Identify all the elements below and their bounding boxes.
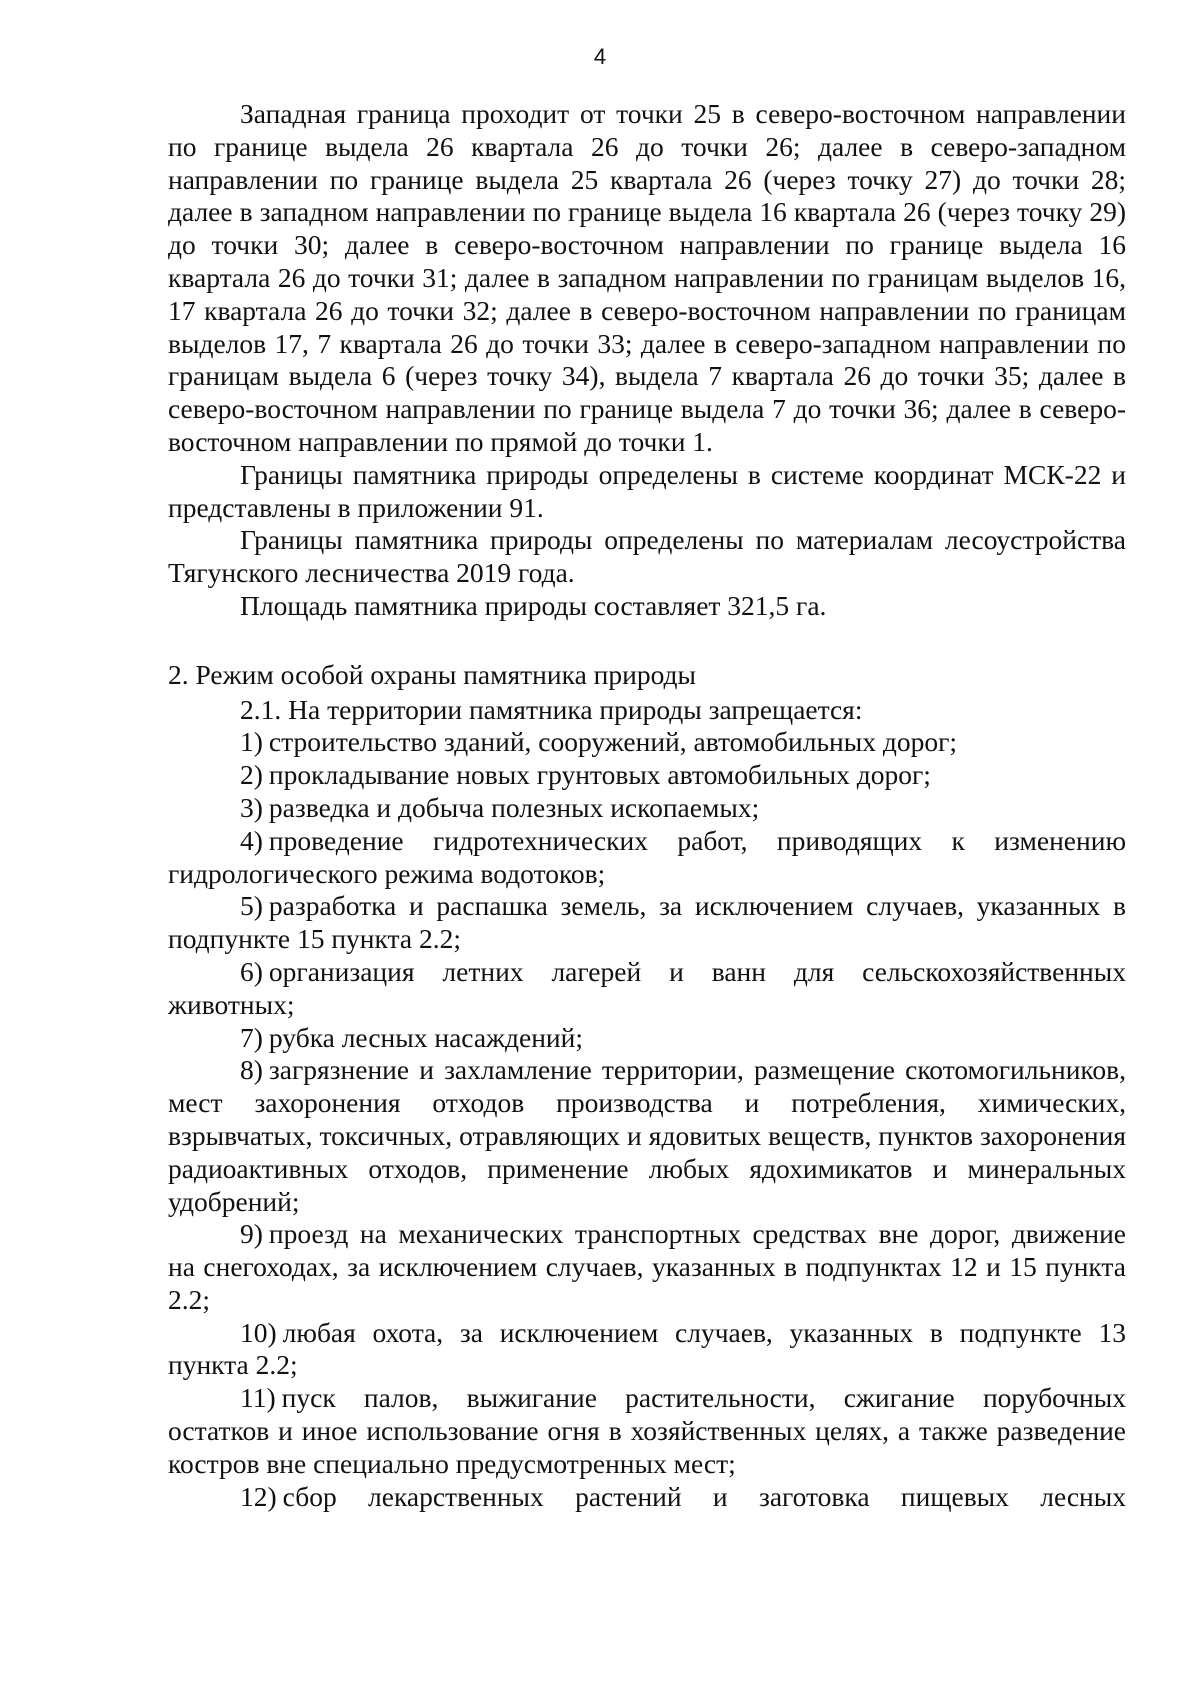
list-item-text: загрязнение и захламление территории, размещение скотомогильников, мест захоронения отходов производства и потребления, химических, взрывчатых, токсичных, отравляющих и ядовитых веществ, пунктов захоронения радиоактивных отходов, применение любых ядохимикатов и минеральных удобрений; [168, 1054, 1126, 1217]
list-item-number: 1) [240, 726, 263, 758]
list-item-text: организация летних лагерей и ванн для сельскохозяйственных животных; [168, 955, 1126, 1020]
list-item-text: разведка и добыча полезных ископаемых; [268, 791, 760, 823]
list-item-number: 4) [240, 824, 263, 856]
list-item-number: 10) [240, 1316, 277, 1348]
list-item [168, 1054, 1126, 1218]
list-item-number: 8) [240, 1054, 263, 1086]
paragraph-western-boundary: Западная граница проходит от точки 25 в северо-восточном направлении по границе выдела 26 квартала 26 до точки 26; далее в северо-западном направлении по границе выдела 25 квартала 26 (через точку 27) до точки 28; далее в западном направлении по границе выдела 16 квартала 26 (через точку 29) до точки 30; далее в северо-восточном направлении по границе выдела 16 квартала 26 до точки 31; далее в западном направлении по границам выделов 16, 17 квартала 26 до точки 32; далее в северо-восточном направлении по границам выделов 17, 7 квартала 26 до точки 33; далее в северо-западном направлении по границам выдела 6 (через точку 34), выдела 7 квартала 26 до точки 35; далее в северо-восточном направлении по границе выдела 7 до точки 36; далее в северо-восточном направлении по прямой до точки 1. [168, 98, 1126, 457]
list-item-text: пуск палов, выжигание растительности, сжигание порубочных остатков и иное использование огня в хозяйственных целях, а также разведение костров вне специально предусмотренных мест; [168, 1382, 1126, 1479]
paragraph-boundary-materials: Границы памятника природы определены по материалам лесоустройства Тягунского лесничества 2019 года. [168, 524, 1126, 589]
list-item-number: 9) [240, 1218, 263, 1250]
list-item [168, 1317, 1126, 1383]
list-item-number: 7) [240, 1021, 263, 1053]
list-item [168, 825, 1126, 891]
list-item-text: проезд на механических транспортных средствах вне дорог, движение на снегоходах, за исключением случаев, указанных в подпунктах 12 и 15 пункта 2.2; [168, 1218, 1126, 1315]
list-item-number: 6) [240, 955, 263, 987]
section-heading: 2. Режим особой охраны памятника природы [168, 658, 697, 690]
list-item [168, 759, 1126, 792]
list-item [168, 792, 1126, 825]
list-item [168, 1382, 1126, 1480]
list-item [168, 726, 1126, 759]
list-item-number: 3) [240, 791, 263, 823]
list-item-number: 11) [240, 1382, 276, 1414]
list-item-text: сбор лекарственных растений и заготовка пищевых лесных [282, 1480, 1126, 1512]
list-item-text: строительство зданий, сооружений, автомобильных дорог; [268, 726, 958, 758]
list-item [168, 1022, 1126, 1055]
document-body [168, 98, 1126, 1513]
list-item [168, 956, 1126, 1022]
list-item [168, 1481, 1126, 1514]
list-item-number: 5) [240, 890, 263, 922]
paragraph-coordinate-system: Границы памятника природы определены в системе координат МСК-22 и представлены в приложении 91. [168, 458, 1126, 523]
list-item-number: 12) [240, 1480, 277, 1512]
list-item-text: проведение гидротехнических работ, приводящих к изменению гидрологического режима водотоков; [168, 824, 1126, 889]
list-item-text: разработка и распашка земель, за исключением случаев, указанных в подпункте 15 пункта 2.2; [168, 890, 1126, 955]
list-item-number: 2) [240, 759, 263, 791]
list-item-text: рубка лесных насаждений; [268, 1021, 584, 1053]
list-item [168, 890, 1126, 956]
section-intro: 2.1. На территории памятника природы запрещается: [240, 693, 863, 725]
paragraph-area: Площадь памятника природы составляет 321,5 га. [240, 589, 827, 621]
page-number: 4 [593, 44, 607, 69]
list-item-text: прокладывание новых грунтовых автомобильных дорог; [268, 759, 931, 791]
list-item-text: любая охота, за исключением случаев, указанных в подпункте 13 пункта 2.2; [168, 1316, 1126, 1381]
list-item [168, 1218, 1126, 1316]
